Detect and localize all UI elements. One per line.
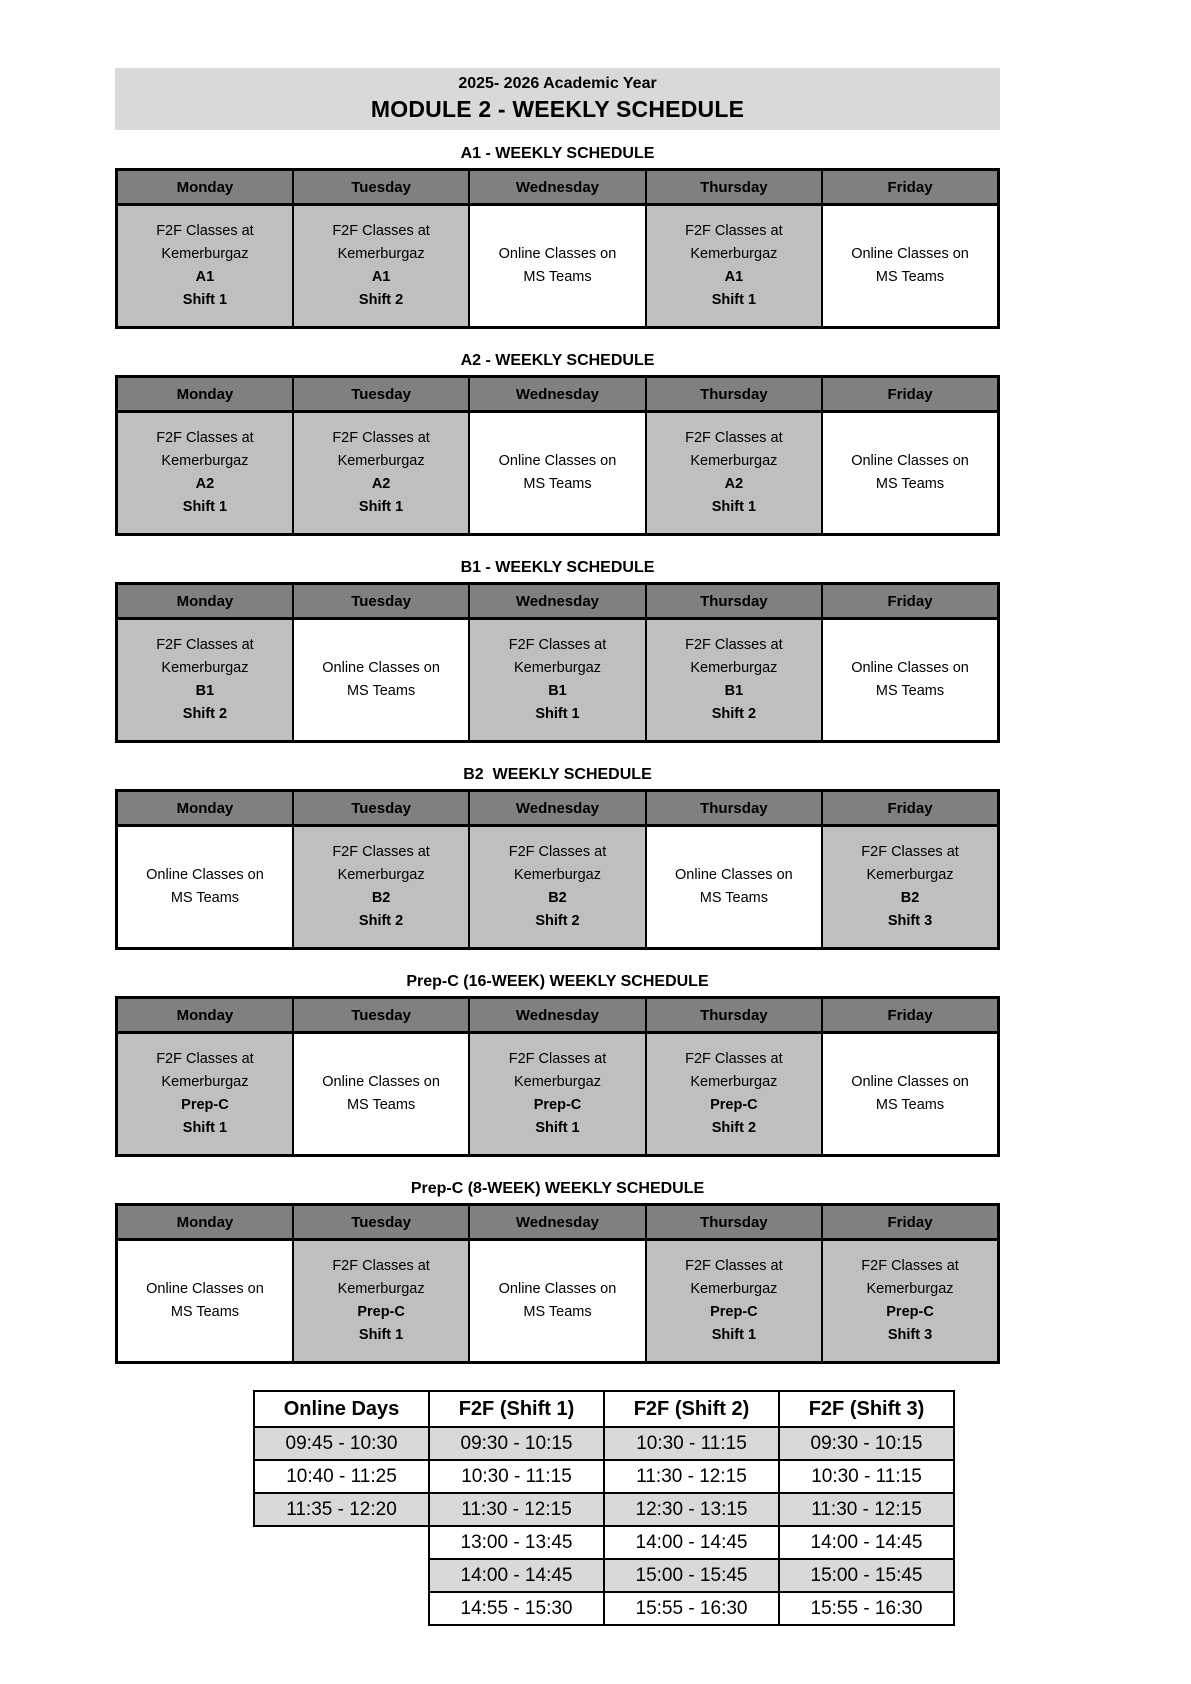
schedule-table (115, 1203, 1000, 1364)
time-row (254, 1592, 954, 1625)
cell-line: Online Classes on (851, 1074, 969, 1090)
cell-line: Kemerburgaz (690, 660, 778, 676)
cell-line: MS Teams (170, 890, 240, 906)
cell-bold-line: Shift 2 (711, 706, 757, 722)
time-cell: 10:30 - 11:15 (779, 1460, 954, 1493)
schedule-section-b1 (115, 559, 1000, 743)
schedule-row (117, 412, 999, 535)
day-header: Friday (822, 584, 998, 619)
cell-bold-line: Prep-C (886, 1304, 934, 1320)
cell-line: Online Classes on (322, 660, 440, 676)
cell-line: Online Classes on (498, 246, 617, 262)
f2f-class-cell (646, 619, 822, 742)
day-header: Monday (117, 584, 293, 619)
cell-bold-line: A1 (371, 269, 391, 285)
f2f-class-cell (469, 619, 645, 742)
cell-bold-line: Shift 2 (358, 292, 404, 308)
cell-line: Online Classes on (498, 1281, 617, 1297)
day-header: Tuesday (293, 998, 469, 1033)
schedule-table (115, 996, 1000, 1157)
cell-line: Kemerburgaz (513, 660, 601, 676)
time-col-header: Online Days (254, 1391, 429, 1427)
schedule-title: B1 - WEEKLY SCHEDULE (460, 559, 655, 576)
f2f-class-cell (822, 826, 998, 949)
day-header: Friday (822, 170, 998, 205)
schedule-row (117, 205, 999, 328)
cell-line: Kemerburgaz (690, 1074, 778, 1090)
day-header: Wednesday (469, 584, 645, 619)
schedule-table (115, 582, 1000, 743)
cell-line: F2F Classes at (332, 430, 430, 446)
time-cell: 15:55 - 16:30 (779, 1592, 954, 1625)
f2f-class-cell (646, 205, 822, 328)
schedule-table (115, 789, 1000, 950)
cell-line: MS Teams (346, 1097, 416, 1113)
cell-bold-line: Shift 2 (358, 913, 404, 929)
day-header: Thursday (646, 170, 822, 205)
cell-line: Kemerburgaz (337, 867, 425, 883)
f2f-class-cell (646, 412, 822, 535)
schedule-row (117, 1240, 999, 1363)
schedule-section-a1 (115, 145, 1000, 329)
time-cell: 10:30 - 11:15 (604, 1427, 779, 1460)
cell-line: MS Teams (875, 683, 945, 699)
time-cell: 10:30 - 11:15 (429, 1460, 604, 1493)
f2f-class-cell (117, 205, 293, 328)
cell-bold-line: Shift 3 (887, 1327, 933, 1343)
cell-line: Kemerburgaz (513, 867, 601, 883)
cell-bold-line: Prep-C (533, 1097, 582, 1113)
day-header: Wednesday (469, 1205, 645, 1240)
cell-line: Online Classes on (322, 1074, 440, 1090)
time-col-header: F2F (Shift 1) (429, 1391, 604, 1427)
cell-line: F2F Classes at (156, 1051, 254, 1067)
day-header: Thursday (646, 791, 822, 826)
cell-line: Online Classes on (675, 867, 793, 883)
online-class-cell (117, 1240, 293, 1363)
cell-line: Kemerburgaz (337, 1281, 425, 1297)
time-cell: 14:00 - 14:45 (604, 1526, 779, 1559)
cell-bold-line: Shift 1 (711, 292, 757, 308)
f2f-class-cell (469, 826, 645, 949)
f2f-class-cell (646, 1033, 822, 1156)
day-header: Wednesday (469, 791, 645, 826)
schedule-title: A2 - WEEKLY SCHEDULE (460, 352, 655, 369)
day-header: Tuesday (293, 377, 469, 412)
cell-line: F2F Classes at (861, 844, 959, 860)
cell-bold-line: B2 (371, 890, 391, 906)
schedule-table (115, 168, 1000, 329)
day-header: Friday (822, 377, 998, 412)
time-cell: 11:30 - 12:15 (604, 1460, 779, 1493)
cell-line: F2F Classes at (508, 844, 607, 860)
day-header: Monday (117, 377, 293, 412)
time-header-row (254, 1391, 954, 1427)
cell-line: F2F Classes at (508, 1051, 607, 1067)
cell-line: MS Teams (875, 269, 945, 285)
time-cell: 10:40 - 11:25 (254, 1460, 429, 1493)
cell-line: F2F Classes at (332, 223, 430, 239)
cell-line: F2F Classes at (156, 430, 254, 446)
cell-line: Kemerburgaz (161, 660, 249, 676)
schedule-title: Prep-C (16-WEEK) WEEKLY SCHEDULE (406, 973, 709, 990)
cell-line: F2F Classes at (508, 637, 607, 653)
f2f-class-cell (293, 412, 469, 535)
schedule-row (117, 826, 999, 949)
f2f-class-cell (293, 1240, 469, 1363)
cell-line: MS Teams (523, 1304, 592, 1320)
day-header: Tuesday (293, 1205, 469, 1240)
f2f-class-cell (293, 826, 469, 949)
cell-bold-line: Prep-C (710, 1097, 758, 1113)
time-cell: 14:55 - 15:30 (429, 1592, 604, 1625)
cell-line: Online Classes on (851, 453, 969, 469)
time-cell: 11:30 - 12:15 (429, 1493, 604, 1526)
cell-bold-line: B1 (195, 683, 215, 699)
time-cell: 15:00 - 15:45 (779, 1559, 954, 1592)
document-content (115, 0, 1000, 1626)
day-header: Thursday (646, 584, 822, 619)
cell-line: F2F Classes at (685, 430, 783, 446)
cell-line: F2F Classes at (685, 223, 783, 239)
cell-line: Kemerburgaz (337, 453, 425, 469)
cell-line: F2F Classes at (685, 1051, 783, 1067)
day-header: Thursday (646, 1205, 822, 1240)
time-cell: 09:45 - 10:30 (254, 1427, 429, 1460)
online-class-cell (646, 826, 822, 949)
online-class-cell (822, 619, 998, 742)
time-col-header: F2F (Shift 2) (604, 1391, 779, 1427)
schedule-title: B2 WEEKLY SCHEDULE (463, 766, 652, 783)
day-header: Monday (117, 170, 293, 205)
online-class-cell (117, 826, 293, 949)
cell-bold-line: Prep-C (357, 1304, 405, 1320)
cell-bold-line: B1 (724, 683, 744, 699)
cell-line: Online Classes on (146, 1281, 264, 1297)
time-cell: 15:00 - 15:45 (604, 1559, 779, 1592)
schedule-title: A1 - WEEKLY SCHEDULE (460, 145, 655, 162)
online-class-cell (469, 412, 645, 535)
time-row (254, 1493, 954, 1526)
time-cell: 14:00 - 14:45 (429, 1559, 604, 1592)
f2f-class-cell (646, 1240, 822, 1363)
cell-bold-line: Shift 1 (182, 292, 228, 308)
cell-bold-line: Shift 2 (535, 913, 580, 929)
day-header: Monday (117, 1205, 293, 1240)
day-header: Tuesday (293, 791, 469, 826)
cell-line: Kemerburgaz (866, 1281, 954, 1297)
cell-line: MS Teams (699, 890, 768, 906)
cell-line: Kemerburgaz (866, 867, 954, 883)
schedule-row (117, 1033, 999, 1156)
schedule-section-prep-c-8-week (115, 1180, 1000, 1364)
cell-line: F2F Classes at (685, 1258, 783, 1274)
time-cell: 14:00 - 14:45 (779, 1526, 954, 1559)
day-header: Friday (822, 998, 998, 1033)
online-class-cell (293, 619, 469, 742)
schedule-table (115, 375, 1000, 536)
schedule-row (117, 619, 999, 742)
time-empty-cell (254, 1526, 429, 1559)
schedule-section-a2 (115, 352, 1000, 536)
cell-bold-line: Shift 1 (182, 499, 228, 515)
day-header: Monday (117, 998, 293, 1033)
day-header: Wednesday (469, 377, 645, 412)
cell-line: Kemerburgaz (161, 246, 249, 262)
cell-bold-line: A2 (724, 476, 744, 492)
online-class-cell (822, 412, 998, 535)
cell-line: F2F Classes at (156, 637, 254, 653)
time-col-header: F2F (Shift 3) (779, 1391, 954, 1427)
cell-bold-line: Shift 1 (182, 1120, 228, 1136)
day-header: Friday (822, 791, 998, 826)
cell-bold-line: Shift 1 (358, 499, 404, 515)
f2f-class-cell (822, 1240, 998, 1363)
time-cell: 13:00 - 13:45 (429, 1526, 604, 1559)
module-title: MODULE 2 - WEEKLY SCHEDULE (370, 96, 745, 122)
time-cell: 09:30 - 10:15 (429, 1427, 604, 1460)
cell-line: MS Teams (523, 476, 592, 492)
cell-bold-line: Shift 1 (711, 499, 757, 515)
day-header: Wednesday (469, 998, 645, 1033)
cell-line: MS Teams (875, 476, 945, 492)
cell-bold-line: Shift 2 (711, 1120, 757, 1136)
cell-line: Online Classes on (146, 867, 264, 883)
cell-line: Online Classes on (851, 246, 969, 262)
cell-bold-line: Prep-C (181, 1097, 229, 1113)
cell-line: Kemerburgaz (161, 1074, 249, 1090)
cell-bold-line: Shift 1 (535, 706, 580, 722)
cell-line: MS Teams (170, 1304, 240, 1320)
cell-bold-line: A1 (195, 269, 215, 285)
cell-line: Kemerburgaz (690, 1281, 778, 1297)
time-empty-cell (254, 1592, 429, 1625)
cell-line: F2F Classes at (685, 637, 783, 653)
cell-line: F2F Classes at (332, 1258, 430, 1274)
cell-bold-line: A2 (371, 476, 391, 492)
day-header: Thursday (646, 998, 822, 1033)
cell-line: Kemerburgaz (690, 453, 778, 469)
cell-line: Kemerburgaz (161, 453, 249, 469)
cell-line: F2F Classes at (332, 844, 430, 860)
time-cell: 09:30 - 10:15 (779, 1427, 954, 1460)
cell-bold-line: A1 (724, 269, 744, 285)
f2f-class-cell (469, 1033, 645, 1156)
day-header-row (117, 170, 999, 205)
day-header: Friday (822, 1205, 998, 1240)
cell-line: Online Classes on (851, 660, 969, 676)
day-header-row (117, 584, 999, 619)
online-class-cell (293, 1033, 469, 1156)
academic-year-title: 2025- 2026 Academic Year (458, 75, 657, 92)
cell-line: Kemerburgaz (513, 1074, 601, 1090)
day-header-row (117, 377, 999, 412)
cell-bold-line: Shift 1 (358, 1327, 404, 1343)
time-cell: 15:55 - 16:30 (604, 1592, 779, 1625)
cell-line: Kemerburgaz (690, 246, 778, 262)
cell-line: F2F Classes at (861, 1258, 959, 1274)
cell-bold-line: B1 (548, 683, 567, 699)
day-header-row (117, 791, 999, 826)
day-header: Thursday (646, 377, 822, 412)
cell-bold-line: Shift 1 (711, 1327, 757, 1343)
time-cell: 11:35 - 12:20 (254, 1493, 429, 1526)
cell-line: Online Classes on (498, 453, 617, 469)
time-row (254, 1559, 954, 1592)
day-header: Monday (117, 791, 293, 826)
weekly-schedule-tables (115, 145, 1000, 1364)
cell-bold-line: B2 (548, 890, 567, 906)
cell-line: MS Teams (523, 269, 592, 285)
online-class-cell (469, 1240, 645, 1363)
schedule-section-prep-c-16-week (115, 973, 1000, 1157)
cell-bold-line: A2 (195, 476, 215, 492)
day-header-row (117, 998, 999, 1033)
online-class-cell (822, 205, 998, 328)
time-empty-cell (254, 1559, 429, 1592)
time-row (254, 1460, 954, 1493)
schedule-section-b2 (115, 766, 1000, 950)
document-header-band (115, 68, 1000, 130)
cell-bold-line: Prep-C (710, 1304, 758, 1320)
shift-times-table (253, 1390, 955, 1626)
cell-bold-line: Shift 3 (887, 913, 933, 929)
day-header: Tuesday (293, 170, 469, 205)
shift-times-table-wrap (253, 1390, 1000, 1626)
time-row (254, 1427, 954, 1460)
day-header-row (117, 1205, 999, 1240)
day-header: Wednesday (469, 170, 645, 205)
cell-line: MS Teams (346, 683, 416, 699)
time-row (254, 1526, 954, 1559)
schedule-title: Prep-C (8-WEEK) WEEKLY SCHEDULE (410, 1180, 705, 1197)
cell-bold-line: Shift 1 (535, 1120, 580, 1136)
day-header: Tuesday (293, 584, 469, 619)
online-class-cell (469, 205, 645, 328)
cell-bold-line: B2 (900, 890, 920, 906)
cell-bold-line: Shift 2 (182, 706, 228, 722)
cell-line: Kemerburgaz (337, 246, 425, 262)
f2f-class-cell (293, 205, 469, 328)
cell-line: F2F Classes at (156, 223, 254, 239)
cell-line: MS Teams (875, 1097, 945, 1113)
f2f-class-cell (117, 1033, 293, 1156)
f2f-class-cell (117, 412, 293, 535)
online-class-cell (822, 1033, 998, 1156)
time-cell: 11:30 - 12:15 (779, 1493, 954, 1526)
time-cell: 12:30 - 13:15 (604, 1493, 779, 1526)
f2f-class-cell (117, 619, 293, 742)
